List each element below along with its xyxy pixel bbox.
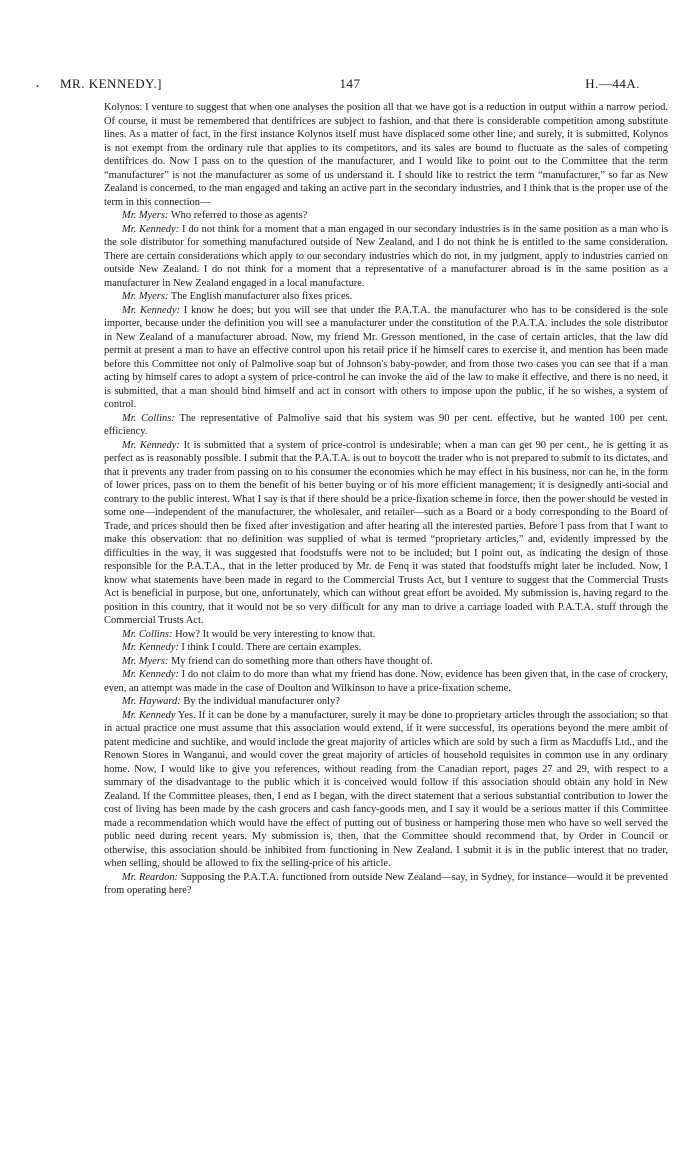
- speaker: Mr. Kennedy: [122, 709, 176, 721]
- speaker: Mr. Kennedy:: [122, 669, 179, 680]
- speaker: Mr. Collins:: [122, 628, 173, 640]
- speaker: Mr. Myers:: [122, 291, 169, 302]
- paragraph: [104, 209, 668, 223]
- paragraph: [104, 695, 668, 709]
- paragraph-text: I think I could. There are certain examples.: [181, 642, 362, 653]
- page-number: 147: [339, 76, 361, 91]
- paragraph-text: By the individual manufacturer only?: [183, 696, 340, 707]
- margin-mark: •: [36, 82, 39, 91]
- paragraph-text: I know he does; but you will see that under the P.A.T.A. the manufacturer who has to be considered is the sole importer, because under the definition you will see a manufacturer under the constitution of the P.A.T.A. includes the sole distributor in New Zealand of a manufacturer abroad. Now, my friend Mr. Gresson mentioned, in the case of certain articles, that the law did permit at present a man to have an effective control upon his retail price if he himself cares to exercise it, and mention has been made before this Committee not only of Palmolive soap but of Johnson's baby-powder, and from those two cases you can see that if a man acting by himself cares to adopt a system of price-control he can invoke the aid of the law to make it effective, and there is no need, it is submitted, that a man should bind himself and act in consort with others to impose upon the public, if he so wishes, a system of control.: [104, 304, 669, 410]
- paragraph: [104, 223, 668, 291]
- paragraph: [104, 101, 668, 209]
- document-body: [104, 101, 668, 898]
- paragraph: [104, 655, 668, 669]
- page-header: [60, 76, 640, 94]
- paragraph-text: The representative of Palmolive said that his system was 90 per cent. effective, but he wanted 100 per cent. efficiency.: [104, 412, 668, 437]
- paragraph: [104, 628, 668, 642]
- speaker: Mr. Hayward:: [122, 696, 181, 707]
- paragraph: [104, 709, 668, 871]
- paragraph: [104, 412, 668, 439]
- paragraph-text: Yes. If it can be done by a manufacturer, surely it may be done to proprietary articles through the association; so that in actual practice one must assume that this association would extend, if it were successful, its operations beyond the mere ambit of patent medicine and suchlike, and would include the great majority of articles which are sold by such a firm as Macduffs Ltd., and the Renown Stores in Wanganui, and would cover the great majority of articles of household requisites in common use in any ordinary home. Now, I would like to give you references, without reading from the Canadian report, pages 27 and 29, with respect to a summary of the disadvantage to the public which it is conceived would follow if this association should obtain any hold in New Zealand. If the Committee pleases, then, I end as I began, with the direct statement that a serious substantial contribution to lower the cost of living has been made by the cash grocers and cash fancy-goods men, and I say it would be a serious matter if this Committee made a recommendation which would have the effect of putting out of business or hampering those men who have so well served the public need during recent years. My submission is, then, that the Committee should recommend that, by Order in Council or otherwise, this association should be inhibited from functioning in New Zealand. I submit it is in the public interest that no trader, when selling, should be allowed to fix the selling-price of his article.: [104, 709, 668, 869]
- paragraph-text: It is submitted that a system of price-control is undesirable; when a man can get 90 per cent., he is getting it as perfect as is reasonably possible. I submit that the P.A.T.A. is out to boycott the trader who is not prepared to submit to its dictates, and that it prevents any trader from passing on to his consumer the economies which he may effect in his business, nor can he, in the form of lower prices, pass on to them the benefit of his better buying or of his more efficient management; it is designedly anti-social and contrary to the public interest. What I say is that if there should be a price-fixation scheme in force, then the power should be vested in some one—independent of the manufacturer, the wholesaler, and retailer—such as a Board or a body corresponding to the Board of Trade, and prices should then be fixed after investigation and after hearing all the interested parties. Before I pass from that I want to make this observation: that no definition was supplied of what is termed “proprietary articles,” and, evidently impressed by the difficulties in the way, it was suggested that foodstuffs were not to be included; but I point out, as indicating the design of those responsible for the P.A.T.A., that in the letter produced by Mr. de Fenq it was stated that foodstuffs might later be included. Now, I know what statements have been made in regard to the Commercial Trusts Act, but I venture to suggest that the Commercial Trusts Act is beneficial in purpose, but one, unfortunately, which can without great effort be avoided. My submission is, having regard to the position in this country, that it would not be so very difficult for any man to drive a carriage loaded with P.A.T.A. stuff through the Commercial Trusts Act.: [104, 439, 669, 626]
- speaker: Mr. Kennedy:: [122, 223, 180, 235]
- speaker: Mr. Myers:: [122, 210, 169, 221]
- document-reference: H.—44A.: [585, 76, 640, 91]
- paragraph: [104, 439, 668, 628]
- paragraph-text: The English manufacturer also fixes prices.: [170, 291, 353, 302]
- paragraph: [104, 304, 668, 412]
- paragraph-text: Kolynos: I venture to suggest that when one analyses the position all that we have got is a reduction in output within a narrow period. Of course, it must be remembered that dentifrices are subject to fashion, and that there is considerable competition among substitute lines. As a matter of fact, in the first instance Kolynos itself must have displaced some other line; and surely, it is submitted, Kolynos is not exempt from the ordinary rule that applies to its competitors, and its sales are bound to fluctuate as the sales of competing dentifrices do. Now I pass on to the question of the manufacturer, and I would like to point out to the Committee that the term “manufacturer” is not the manufacturer as some of us understand it. I should like to restrict the term “manufacturer,” so far as New Zealand is concerned, to the man engaged and taking an active part in the secondary industries, and I think that is the proper use of the term in this connection—: [104, 102, 668, 208]
- paragraph: [104, 641, 668, 655]
- paragraph: [104, 668, 668, 695]
- speaker: Mr. Kennedy:: [122, 439, 180, 451]
- paragraph-text: I do not claim to do more than what my friend has done. Now, evidence has been given that, in the case of crockery, even, an attempt was made in the case of Doulton and Wilkinson to have a price-fixation scheme.: [104, 669, 669, 694]
- speaker: Mr. Kennedy:: [122, 642, 179, 653]
- paragraph-text: My friend can do something more than others have thought of.: [171, 655, 433, 667]
- speaker: Mr. Myers:: [122, 655, 169, 667]
- speaker: Mr. Collins:: [122, 412, 175, 424]
- paragraph: [104, 871, 668, 898]
- paragraph-text: How? It would be very interesting to know that.: [175, 628, 376, 640]
- paragraph: [104, 290, 668, 304]
- paragraph-text: I do not think for a moment that a man engaged in our secondary industries is in the same position as a man who is the sole distributor for something manufactured outside of New Zealand, and I do not think he is entitled to the same consideration. There are certain considerations which apply to our secondary industries which do not, in my judgment, apply to industries carried on outside New Zealand. I do not think for a moment that a representative of a manufacturer abroad is in the same position as a manufacturer in New Zealand engaged in a local manufacture.: [104, 223, 669, 289]
- paragraph-text: Supposing the P.A.T.A. functioned from outside New Zealand—say, in Sydney, for instance—would it be prevented from operating here?: [104, 871, 669, 896]
- paragraph-text: Who referred to those as agents?: [170, 210, 308, 221]
- speaker: Mr. Reardon:: [122, 871, 179, 883]
- speaker: Mr. Kennedy:: [122, 304, 180, 316]
- running-head-left: MR. KENNEDY.]: [60, 76, 162, 91]
